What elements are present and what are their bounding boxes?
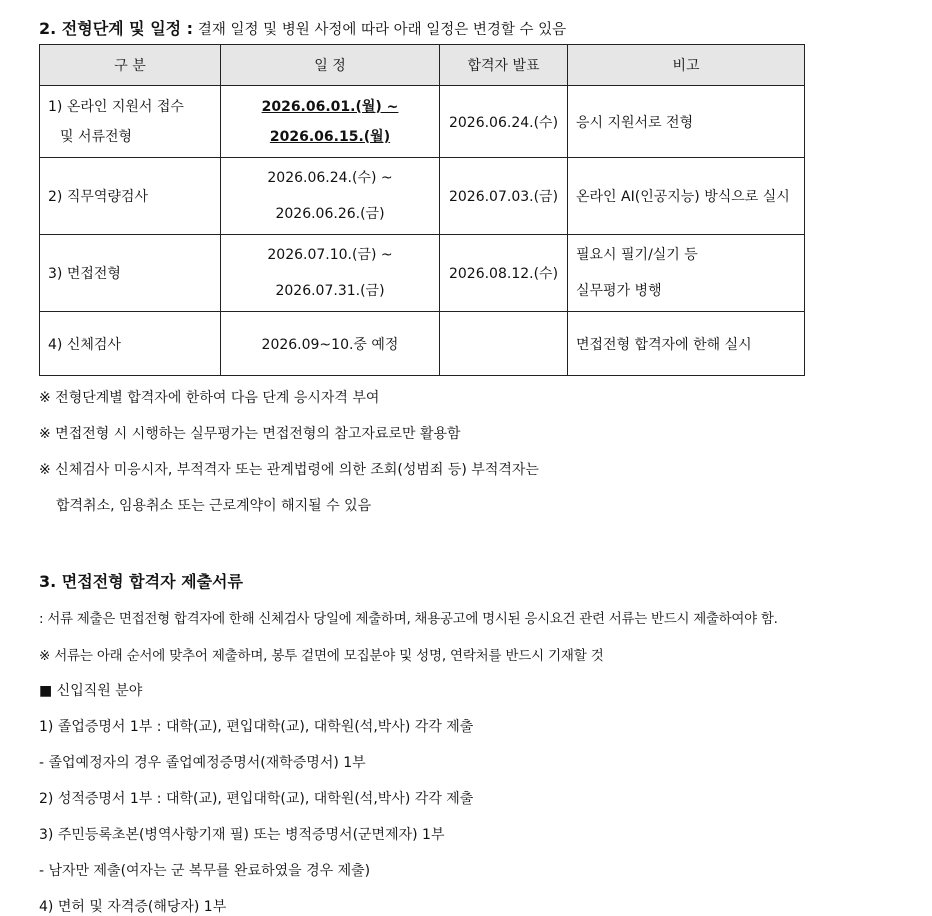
section2-subtitle: 결재 일정 및 병원 사정에 따라 아래 일정은 변경할 수 있음	[197, 22, 567, 38]
note-line: ※ 전형단계별 합격자에 한하여 다음 단계 응시자격 부여	[39, 390, 380, 406]
row2-note: 온라인 AI(인공지능) 방식으로 실시	[568, 158, 805, 235]
section2-heading	[39, 16, 566, 39]
note-line: 합격취소, 임용취소 또는 근로계약이 해지될 수 있음	[56, 498, 372, 514]
row3-note: 필요시 필기/실기 등 실무평가 병행	[568, 235, 805, 312]
section3-line: ※ 서류는 아래 순서에 맞추어 제출하며, 봉투 겉면에 모집분야 및 성명, 연락처를 반드시 기재할 것	[39, 648, 604, 664]
header-note: 비고	[568, 45, 805, 86]
table-row	[40, 158, 805, 235]
section3-line: - 남자만 제출(여자는 군 복무를 완료하였을 경우 제출)	[39, 863, 371, 879]
header-schedule: 일 정	[221, 45, 440, 86]
row1-announce: 2026.06.24.(수)	[440, 86, 568, 158]
row4-note: 면접전형 합격자에 한해 실시	[568, 312, 805, 376]
row2-announce: 2026.07.03.(금)	[440, 158, 568, 235]
section3-title: 3. 면접전형 합격자 제출서류	[39, 572, 243, 591]
row4-category: 4) 신체검사	[40, 312, 221, 376]
schedule-table	[39, 44, 805, 376]
table-row	[40, 86, 805, 158]
header-announce: 합격자 발표	[440, 45, 568, 86]
section3-line: ■ 신입직원 분야	[39, 683, 143, 699]
row3-schedule: 2026.07.10.(금) ~ 2026.07.31.(금)	[221, 235, 440, 312]
section3-line: 2) 성적증명서 1부 : 대학(교), 편입대학(교), 대학원(석,박사) 각각 제출	[39, 791, 474, 807]
row1-category: 1) 온라인 지원서 접수 및 서류전형	[40, 86, 221, 158]
section3-line: : 서류 제출은 면접전형 합격자에 한해 신체검사 당일에 제출하며, 채용공고에 명시된 응시요건 관련 서류는 반드시 제출하여야 함.	[39, 611, 778, 627]
section2-title: 2. 전형단계 및 일정 :	[39, 19, 194, 38]
section3-line: 3) 주민등록초본(병역사항기재 필) 또는 병적증명서(군면제자) 1부	[39, 827, 445, 843]
table-header-row	[40, 45, 805, 86]
row4-announce	[440, 312, 568, 376]
note-line: ※ 신체검사 미응시자, 부적격자 또는 관계법령에 의한 조회(성범죄 등) 부적격자는	[39, 462, 539, 478]
section3-line: - 졸업예정자의 경우 졸업예정증명서(재학증명서) 1부	[39, 755, 366, 771]
row1-note: 응시 지원서로 전형	[568, 86, 805, 158]
row3-category: 3) 면접전형	[40, 235, 221, 312]
header-category: 구 분	[40, 45, 221, 86]
row4-schedule: 2026.09~10.중 예정	[221, 312, 440, 376]
section3-heading	[39, 569, 243, 592]
table-row	[40, 235, 805, 312]
row2-category: 2) 직무역량검사	[40, 158, 221, 235]
row2-schedule: 2026.06.24.(수) ~ 2026.06.26.(금)	[221, 158, 440, 235]
section3-line: 4) 면허 및 자격증(해당자) 1부	[39, 899, 227, 915]
note-line: ※ 면접전형 시 시행하는 실무평가는 면접전형의 참고자료로만 활용함	[39, 426, 461, 442]
section3-line: 1) 졸업증명서 1부 : 대학(교), 편입대학(교), 대학원(석,박사) 각각 제출	[39, 719, 474, 735]
row1-schedule: 2026.06.01.(월) ~ 2026.06.15.(월)	[221, 86, 440, 158]
table-row	[40, 312, 805, 376]
row3-announce: 2026.08.12.(수)	[440, 235, 568, 312]
